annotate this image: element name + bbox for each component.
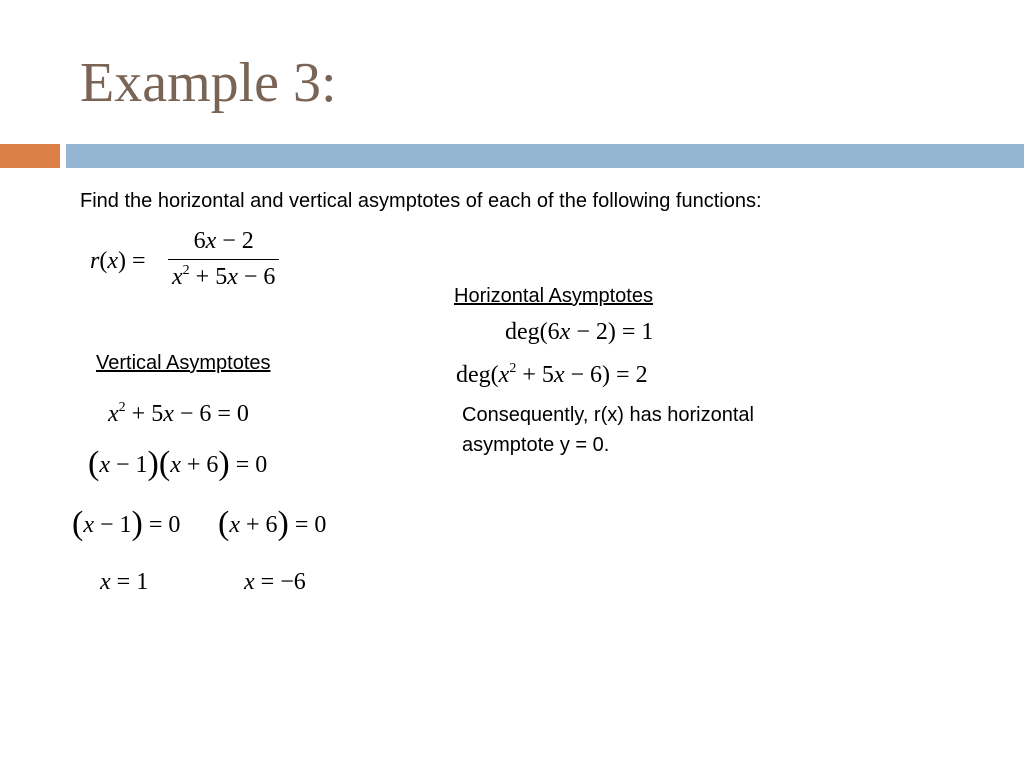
deg-denominator: $deg(x^2 + 5x - 6) = 2$ [456,361,648,388]
conclusion-line-1: Consequently, r(x) has horizontal [462,404,754,426]
vertical-eq-3b: (x + 6) = 0 [218,505,327,542]
function-lhs: r(x) = [90,248,146,274]
horizontal-heading: Horizontal Asymptotes [454,285,653,307]
conclusion-line-2: asymptote y = 0. [462,434,610,456]
accent-bar-orange [0,144,60,168]
function-fraction [168,228,279,291]
vertical-eq-1: $x^2 + 5x - 6 = 0$ [108,400,249,427]
function-numerator: 6x − 2 [193,228,254,254]
vertical-eq-3a: (x − 1) = 0 [72,505,181,542]
vertical-solution-2: x = −6 [244,569,306,595]
vertical-solution-1: x = 1 [100,569,149,595]
vertical-heading: Vertical Asymptotes [96,352,271,374]
function-denominator: $x^2 + 5x - 6$ [172,263,276,290]
deg-numerator: deg(6x − 2) = 1 [505,319,654,345]
vertical-eq-2: (x − 1)(x + 6) = 0 [88,445,268,482]
slide-title: Example 3: [80,52,337,114]
instruction-text: Find the horizontal and vertical asymptotes of each of the following functions: [80,190,762,212]
accent-bar-blue [66,144,1024,168]
